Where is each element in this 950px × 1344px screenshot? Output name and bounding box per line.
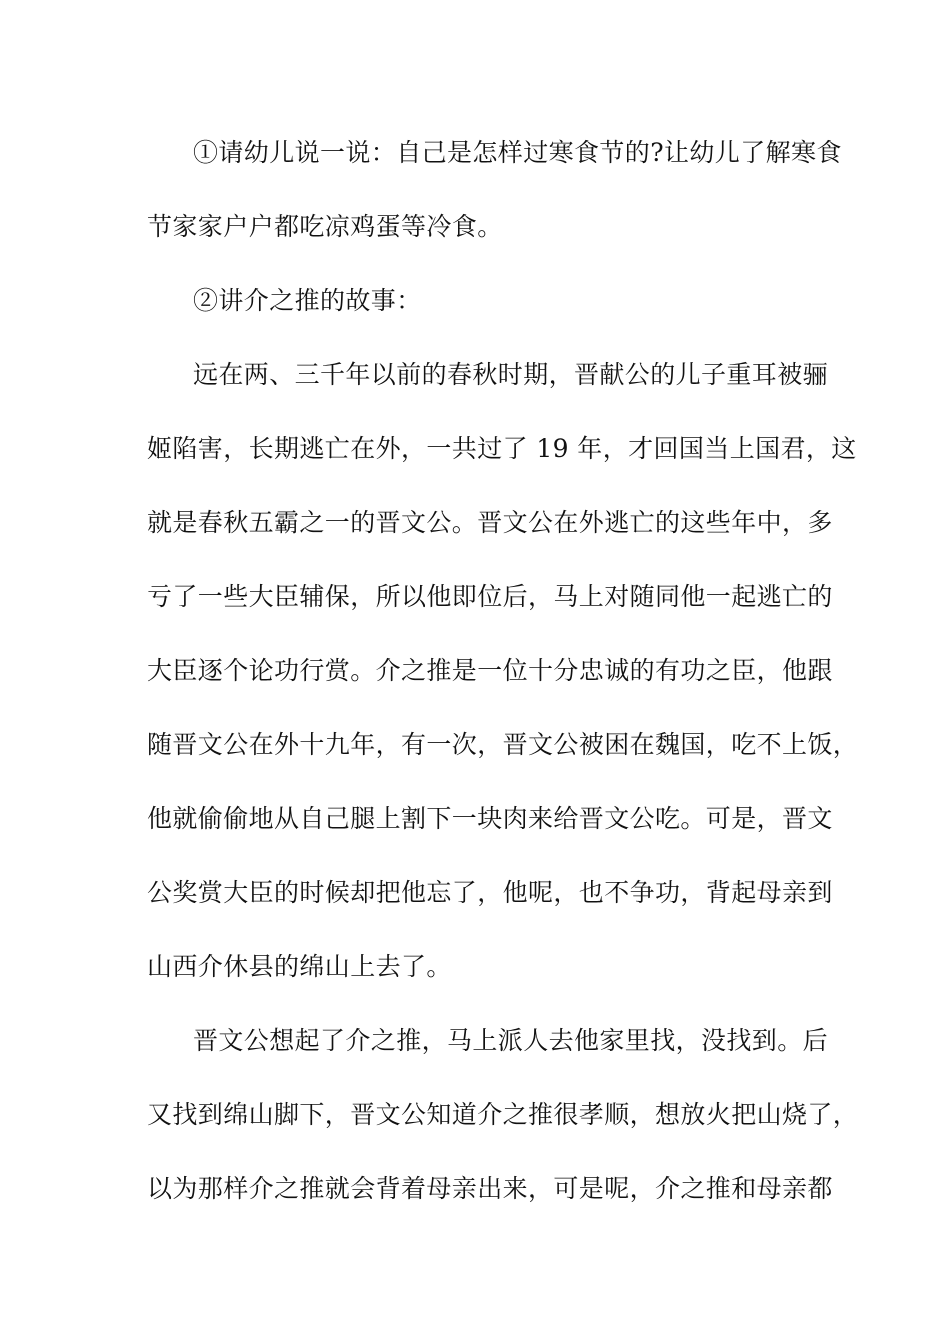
paragraph-3-line-1: 远在两、三千年以前的春秋时期，晋献公的儿子重耳被骊 <box>193 360 829 389</box>
paragraph-3-line-8: 公奖赏大臣的时候却把他忘了，他呢，也不争功，背起母亲到 <box>147 878 833 907</box>
paragraph-3-line-5: 大臣逐个论功行赏。介之推是一位十分忠诚的有功之臣，他跟 <box>147 656 833 685</box>
paragraph-4-line-3: 以为那样介之推就会背着母亲出来，可是呢，介之推和母亲都 <box>147 1174 833 1203</box>
paragraph-3-line-7: 他就偷偷地从自己腿上割下一块肉来给晋文公吃。可是，晋文 <box>147 804 833 833</box>
paragraph-3-line-4: 亏了一些大臣辅保，所以他即位后，马上对随同他一起逃亡的 <box>147 582 833 611</box>
paragraph-4-line-1: 晋文公想起了介之推，马上派人去他家里找，没找到。后 <box>193 1026 829 1055</box>
paragraph-3-line-3: 就是春秋五霸之一的晋文公。晋文公在外逃亡的这些年中，多 <box>147 508 833 537</box>
paragraph-2-line-1: ②讲介之推的故事： <box>193 286 422 315</box>
paragraph-1-line-1: ①请幼儿说一说：自己是怎样过寒食节的?让幼儿了解寒食 <box>193 138 842 167</box>
paragraph-3-line-2: 姬陷害，长期逃亡在外，一共过了 19 年，才回国当上国君，这 <box>147 434 857 463</box>
paragraph-1-line-2: 节家家户户都吃凉鸡蛋等冷食。 <box>147 212 503 241</box>
paragraph-3-line-6: 随晋文公在外十九年，有一次，晋文公被困在魏国，吃不上饭， <box>147 730 859 759</box>
paragraph-3-line-9: 山西介休县的绵山上去了。 <box>147 952 452 981</box>
paragraph-4-line-2: 又找到绵山脚下，晋文公知道介之推很孝顺，想放火把山烧了， <box>147 1100 859 1129</box>
